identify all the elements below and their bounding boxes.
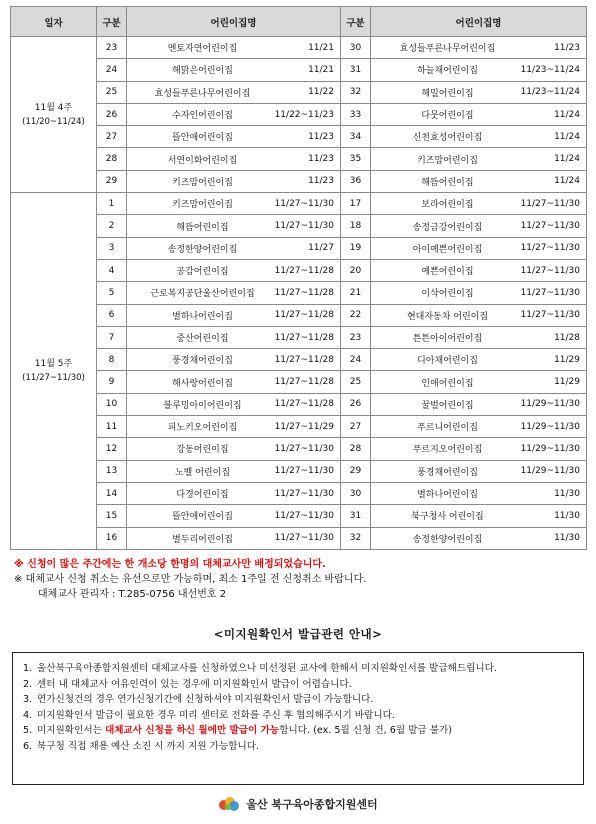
daycare-name: 풍경채어린이집 bbox=[172, 356, 233, 367]
daycare-name: 꿀벌어린이집 bbox=[421, 400, 474, 411]
daycare-date: 11/27 bbox=[308, 243, 334, 254]
daycare-entry bbox=[133, 353, 334, 366]
table-row bbox=[11, 103, 587, 125]
daycare-cell-left bbox=[127, 259, 341, 281]
note-assignment: ※ 신청이 많은 주간에는 한 개소당 한명의 대체교사만 배정되었습니다. bbox=[14, 559, 326, 570]
daycare-entry bbox=[377, 220, 580, 233]
daycare-date: 11/22 bbox=[308, 87, 334, 98]
daycare-name: 멘토자연어린이집 bbox=[167, 44, 238, 55]
note-manager-contact: 대체교사 관리자 : T.285-0756 내선번호 2 bbox=[38, 589, 227, 600]
daycare-name: 키즈맘어린이집 bbox=[172, 200, 233, 211]
daycare-cell-right bbox=[371, 193, 587, 215]
daycare-entry bbox=[133, 509, 334, 522]
table-row bbox=[11, 282, 587, 304]
daycare-entry bbox=[133, 376, 334, 389]
daycare-cell-right bbox=[371, 371, 587, 393]
daycare-name: 근로복지공단울산어린이집 bbox=[150, 289, 255, 300]
daycare-date: 11/27~11/30 bbox=[520, 221, 580, 232]
daycare-cell-left bbox=[127, 416, 341, 438]
row-number-left: 13 bbox=[97, 460, 127, 482]
table-row bbox=[11, 460, 587, 482]
daycare-date: 11/23 bbox=[308, 131, 334, 142]
daycare-date: 11/27~11/30 bbox=[274, 488, 334, 499]
daycare-cell-right bbox=[371, 170, 587, 192]
table-row bbox=[11, 170, 587, 192]
row-number-left: 8 bbox=[97, 349, 127, 371]
table-row bbox=[11, 81, 587, 103]
daycare-date: 11/24 bbox=[554, 176, 580, 187]
daycare-cell-left bbox=[127, 126, 341, 148]
daycare-name: 인애어린이집 bbox=[421, 378, 474, 389]
daycare-cell-left bbox=[127, 282, 341, 304]
daycare-cell-right bbox=[371, 304, 587, 326]
daycare-date: 11/24 bbox=[554, 109, 580, 120]
footer-org-name: 울산 북구육아종합지원센터 bbox=[246, 798, 378, 811]
daycare-date: 11/24 bbox=[554, 154, 580, 165]
daycare-name: 다뭇어린이집 bbox=[421, 111, 474, 122]
row-number-right: 32 bbox=[341, 527, 371, 549]
daycare-entry bbox=[133, 309, 334, 322]
daycare-name: 효성들푸른나무어린이집 bbox=[154, 88, 251, 99]
daycare-name: 하늘채어린이집 bbox=[417, 66, 478, 77]
table-row bbox=[11, 215, 587, 237]
info-text-highlight: 대체교사 신청을 하신 월에만 발급이 가능 bbox=[104, 725, 280, 736]
daycare-cell-right bbox=[371, 282, 587, 304]
daycare-name: 뜰안애어린이집 bbox=[172, 512, 233, 523]
daycare-entry bbox=[133, 532, 334, 545]
info-item bbox=[23, 723, 573, 739]
schedule-table bbox=[10, 6, 587, 550]
daycare-date: 11/27~11/30 bbox=[274, 221, 334, 232]
row-number-right: 22 bbox=[341, 304, 371, 326]
daycare-date: 11/23~11/24 bbox=[520, 87, 580, 98]
daycare-entry bbox=[133, 220, 334, 233]
daycare-entry bbox=[133, 331, 334, 344]
row-number-right: 25 bbox=[341, 371, 371, 393]
daycare-cell-right bbox=[371, 237, 587, 259]
daycare-entry bbox=[133, 264, 334, 277]
row-number-right: 35 bbox=[341, 148, 371, 170]
daycare-name: 별하나어린이집 bbox=[172, 311, 233, 322]
info-item-text: 센터 내 대체교사 여유인력이 있는 경우에 미지원확인서 발급이 어렵습니다. bbox=[37, 678, 352, 690]
daycare-entry bbox=[133, 175, 334, 188]
header-date: 일자 bbox=[11, 7, 97, 37]
daycare-cell-left bbox=[127, 349, 341, 371]
daycare-name: 해밀어린이집 bbox=[421, 88, 474, 99]
daycare-entry bbox=[377, 309, 580, 322]
daycare-cell-left bbox=[127, 326, 341, 348]
daycare-cell-right bbox=[371, 416, 587, 438]
daycare-cell-left bbox=[127, 215, 341, 237]
daycare-entry bbox=[377, 442, 580, 455]
daycare-date: 11/29~11/30 bbox=[520, 399, 580, 410]
row-number-right: 29 bbox=[341, 460, 371, 482]
daycare-name: 공감어린이집 bbox=[176, 267, 229, 278]
daycare-cell-left bbox=[127, 193, 341, 215]
row-number-left: 24 bbox=[97, 59, 127, 81]
daycare-entry bbox=[133, 108, 334, 121]
daycare-name: 별하나어린이집 bbox=[417, 490, 478, 501]
daycare-name: 서연이화어린이집 bbox=[167, 155, 238, 166]
daycare-cell-left bbox=[127, 81, 341, 103]
info-item bbox=[23, 661, 573, 677]
daycare-name: 푸르지오어린이집 bbox=[412, 445, 483, 456]
table-row bbox=[11, 438, 587, 460]
daycare-name: 아이예쁜어린이집 bbox=[412, 244, 483, 255]
daycare-cell-left bbox=[127, 393, 341, 415]
daycare-cell-left bbox=[127, 304, 341, 326]
daycare-date: 11/23 bbox=[308, 176, 334, 187]
daycare-entry bbox=[377, 532, 580, 545]
table-row bbox=[11, 326, 587, 348]
daycare-date: 11/27~11/28 bbox=[274, 399, 334, 410]
section-title: <미지원확인서 발급관련 안내> bbox=[213, 627, 383, 641]
daycare-name: 풍경채어린이집 bbox=[417, 467, 478, 478]
daycare-date: 11/24 bbox=[554, 131, 580, 142]
daycare-cell-left bbox=[127, 460, 341, 482]
table-row bbox=[11, 37, 587, 59]
footer bbox=[0, 795, 596, 813]
info-item bbox=[23, 708, 573, 724]
info-item-number: 1. bbox=[23, 663, 33, 674]
row-number-right: 18 bbox=[341, 215, 371, 237]
daycare-name: 송정한양어린이집 bbox=[412, 534, 483, 545]
period-cell-week5 bbox=[11, 193, 97, 550]
info-item-text bbox=[37, 723, 573, 739]
daycare-cell-right bbox=[371, 349, 587, 371]
daycare-date: 11/27~11/28 bbox=[274, 310, 334, 321]
info-text-post: 합니다. (ex. 5월 신청 건, 6월 발급 불가) bbox=[279, 725, 452, 736]
row-number-left: 10 bbox=[97, 393, 127, 415]
row-number-right: 33 bbox=[341, 103, 371, 125]
daycare-entry bbox=[377, 197, 580, 210]
daycare-date: 11/29 bbox=[554, 377, 580, 388]
note-cancel: ※ 대체교사 신청 취소는 유선으로만 가능하며, 최소 1주일 전 신청취소 바랍니다. bbox=[14, 574, 367, 585]
daycare-entry bbox=[377, 153, 580, 166]
daycare-entry bbox=[377, 175, 580, 188]
daycare-name: 해뜸어린이집 bbox=[176, 222, 229, 233]
daycare-date: 11/21 bbox=[308, 64, 334, 75]
daycare-name: 이삭어린이집 bbox=[421, 289, 474, 300]
daycare-date: 11/23~11/24 bbox=[520, 64, 580, 75]
daycare-date: 11/28 bbox=[554, 332, 580, 343]
table-row bbox=[11, 393, 587, 415]
row-number-left: 6 bbox=[97, 304, 127, 326]
daycare-cell-left bbox=[127, 170, 341, 192]
daycare-date: 11/27~11/30 bbox=[274, 533, 334, 544]
row-number-right: 30 bbox=[341, 482, 371, 504]
daycare-cell-right bbox=[371, 438, 587, 460]
row-number-right: 34 bbox=[341, 126, 371, 148]
daycare-entry bbox=[377, 487, 580, 500]
row-number-left: 15 bbox=[97, 505, 127, 527]
daycare-date: 11/21 bbox=[308, 42, 334, 53]
daycare-name: 디아채어린이집 bbox=[417, 356, 478, 367]
daycare-date: 11/30 bbox=[554, 533, 580, 544]
daycare-name: 튼튼아이어린이집 bbox=[412, 334, 483, 344]
daycare-cell-right bbox=[371, 326, 587, 348]
header-type-right: 구분 bbox=[341, 7, 371, 37]
row-number-right: 24 bbox=[341, 349, 371, 371]
table-row bbox=[11, 482, 587, 504]
daycare-cell-left bbox=[127, 237, 341, 259]
daycare-entry bbox=[377, 398, 580, 411]
row-number-right: 31 bbox=[341, 59, 371, 81]
period-range: (11/27~11/30) bbox=[22, 372, 85, 383]
daycare-entry bbox=[377, 509, 580, 522]
daycare-date: 11/27~11/28 bbox=[274, 265, 334, 276]
table-row bbox=[11, 371, 587, 393]
row-number-right: 26 bbox=[341, 393, 371, 415]
table-row bbox=[11, 126, 587, 148]
daycare-name: 다경어린이집 bbox=[176, 490, 229, 501]
daycare-name: 수자인어린이집 bbox=[172, 111, 233, 122]
row-number-right: 32 bbox=[341, 81, 371, 103]
daycare-name: 해사랑어린이집 bbox=[172, 378, 233, 389]
daycare-entry bbox=[133, 398, 334, 411]
daycare-entry bbox=[377, 63, 580, 76]
daycare-name: 노벨 어린이집 bbox=[174, 467, 231, 478]
daycare-name: 해뜸어린이집 bbox=[421, 177, 474, 188]
info-list bbox=[23, 661, 573, 754]
daycare-name: 효성들푸른나무어린이집 bbox=[399, 44, 496, 55]
table-row bbox=[11, 505, 587, 527]
period-label: 11월 5주 bbox=[34, 358, 73, 369]
table-header-row bbox=[11, 7, 587, 37]
info-item-text: 북구청 직접 채용 예산 소진 시 까지 지원 가능합니다. bbox=[37, 740, 260, 752]
info-item-number: 6. bbox=[23, 740, 33, 752]
daycare-date: 11/27~11/30 bbox=[274, 198, 334, 209]
header-type-left: 구분 bbox=[97, 7, 127, 37]
table-row bbox=[11, 304, 587, 326]
daycare-date: 11/27~11/30 bbox=[274, 466, 334, 477]
daycare-cell-right bbox=[371, 215, 587, 237]
daycare-entry bbox=[133, 153, 334, 166]
info-item bbox=[23, 677, 573, 693]
daycare-date: 11/27~11/28 bbox=[274, 354, 334, 365]
row-number-left: 16 bbox=[97, 527, 127, 549]
daycare-entry bbox=[377, 286, 580, 299]
row-number-right: 30 bbox=[341, 37, 371, 59]
info-box bbox=[12, 652, 584, 785]
period-label: 11월 4주 bbox=[34, 102, 73, 113]
daycare-cell-right bbox=[371, 393, 587, 415]
table-row bbox=[11, 59, 587, 81]
daycare-name: 신천효성어린이집 bbox=[412, 133, 483, 144]
row-number-right: 23 bbox=[341, 326, 371, 348]
daycare-name: 별두리어린이집 bbox=[172, 534, 233, 545]
daycare-entry bbox=[377, 86, 580, 99]
daycare-name: 현대자동차 어린이집 bbox=[406, 311, 489, 322]
daycare-date: 11/23 bbox=[308, 154, 334, 165]
info-item-number: 4. bbox=[23, 709, 33, 721]
row-number-right: 20 bbox=[341, 259, 371, 281]
row-number-left: 29 bbox=[97, 170, 127, 192]
row-number-right: 19 bbox=[341, 237, 371, 259]
daycare-date: 11/27~11/28 bbox=[274, 377, 334, 388]
daycare-cell-right bbox=[371, 527, 587, 549]
daycare-cell-left bbox=[127, 527, 341, 549]
daycare-date: 11/30 bbox=[554, 488, 580, 499]
daycare-entry bbox=[377, 420, 580, 433]
daycare-cell-right bbox=[371, 259, 587, 281]
row-number-left: 2 bbox=[97, 215, 127, 237]
row-number-left: 23 bbox=[97, 37, 127, 59]
daycare-date: 11/29~11/30 bbox=[520, 466, 580, 477]
daycare-cell-right bbox=[371, 103, 587, 125]
daycare-entry bbox=[377, 41, 580, 54]
row-number-left: 14 bbox=[97, 482, 127, 504]
info-item-number: 5. bbox=[23, 725, 33, 736]
daycare-name: 강동어린이집 bbox=[176, 445, 229, 456]
info-item bbox=[23, 739, 573, 755]
daycare-entry bbox=[133, 286, 334, 299]
daycare-name: 푸르니어린이집 bbox=[417, 423, 478, 434]
row-number-right: 27 bbox=[341, 416, 371, 438]
table-row bbox=[11, 349, 587, 371]
info-item-text: 미지원확인서 발급이 필요한 경우 미리 센터로 전화를 주신 후 협의해주시기 바랍니다. bbox=[37, 709, 395, 721]
daycare-entry bbox=[133, 197, 334, 210]
daycare-name: 보라어린이집 bbox=[421, 200, 474, 211]
row-number-left: 11 bbox=[97, 416, 127, 438]
daycare-entry bbox=[377, 331, 580, 344]
row-number-right: 28 bbox=[341, 438, 371, 460]
daycare-cell-right bbox=[371, 148, 587, 170]
daycare-date: 11/22~11/23 bbox=[274, 109, 334, 120]
daycare-date: 11/27~11/30 bbox=[274, 443, 334, 454]
period-cell-week4 bbox=[11, 37, 97, 193]
daycare-name: 피노키오어린이집 bbox=[167, 423, 238, 434]
daycare-cell-right bbox=[371, 482, 587, 504]
daycare-cell-left bbox=[127, 371, 341, 393]
daycare-date: 11/27~11/28 bbox=[274, 287, 334, 298]
daycare-cell-left bbox=[127, 103, 341, 125]
daycare-entry bbox=[133, 242, 334, 255]
daycare-date: 11/29 bbox=[554, 354, 580, 365]
daycare-entry bbox=[377, 130, 580, 143]
daycare-entry bbox=[133, 63, 334, 76]
daycare-entry bbox=[377, 353, 580, 366]
table-row bbox=[11, 193, 587, 215]
notes bbox=[14, 557, 366, 602]
info-text-pre: 미지원확인서는 bbox=[37, 725, 105, 736]
row-number-left: 25 bbox=[97, 81, 127, 103]
daycare-cell-right bbox=[371, 59, 587, 81]
daycare-name: 예쁜어린이집 bbox=[421, 267, 474, 278]
header-name-left: 어린이집명 bbox=[127, 7, 341, 37]
daycare-date: 11/30 bbox=[554, 510, 580, 521]
daycare-name: 키즈맘어린이집 bbox=[417, 155, 478, 166]
daycare-date: 11/27~11/30 bbox=[520, 198, 580, 209]
daycare-entry bbox=[133, 130, 334, 143]
daycare-cell-right bbox=[371, 37, 587, 59]
row-number-left: 1 bbox=[97, 193, 127, 215]
row-number-right: 17 bbox=[341, 193, 371, 215]
table-row bbox=[11, 527, 587, 549]
daycare-entry bbox=[133, 41, 334, 54]
center-logo-icon bbox=[218, 795, 240, 813]
daycare-entry bbox=[377, 376, 580, 389]
daycare-date: 11/27~11/30 bbox=[520, 287, 580, 298]
info-item-text: 울산북구육아종합지원센터 대체교사를 신청하였으나 미선정된 교사에 한해서 미지원확인서를 발급해드립니다. bbox=[37, 663, 497, 674]
row-number-left: 7 bbox=[97, 326, 127, 348]
daycare-entry bbox=[377, 264, 580, 277]
daycare-cell-right bbox=[371, 460, 587, 482]
daycare-date: 11/29~11/30 bbox=[520, 421, 580, 432]
daycare-cell-right bbox=[371, 126, 587, 148]
info-item-number: 3. bbox=[23, 694, 33, 705]
row-number-left: 3 bbox=[97, 237, 127, 259]
daycare-date: 11/27~11/30 bbox=[520, 310, 580, 321]
daycare-date: 11/27~11/29 bbox=[274, 421, 334, 432]
row-number-left: 28 bbox=[97, 148, 127, 170]
daycare-entry bbox=[133, 487, 334, 500]
row-number-right: 31 bbox=[341, 505, 371, 527]
table-row bbox=[11, 259, 587, 281]
table-row bbox=[11, 148, 587, 170]
row-number-right: 21 bbox=[341, 282, 371, 304]
daycare-entry bbox=[133, 86, 334, 99]
daycare-cell-right bbox=[371, 505, 587, 527]
row-number-left: 5 bbox=[97, 282, 127, 304]
row-number-left: 9 bbox=[97, 371, 127, 393]
table-row bbox=[11, 237, 587, 259]
daycare-name: 해맑은어린이집 bbox=[172, 66, 233, 77]
daycare-date: 11/27~11/30 bbox=[520, 265, 580, 276]
info-item-number: 2. bbox=[23, 678, 33, 690]
daycare-cell-right bbox=[371, 81, 587, 103]
daycare-name: 송정금강어린이집 bbox=[412, 222, 483, 233]
period-range: (11/20~11/24) bbox=[22, 116, 85, 127]
daycare-entry bbox=[133, 465, 334, 478]
row-number-right: 36 bbox=[341, 170, 371, 192]
row-number-left: 4 bbox=[97, 259, 127, 281]
daycare-cell-left bbox=[127, 482, 341, 504]
row-number-left: 26 bbox=[97, 103, 127, 125]
daycare-cell-left bbox=[127, 505, 341, 527]
daycare-date: 11/23 bbox=[554, 42, 580, 53]
daycare-name: 중산어린이집 bbox=[176, 334, 229, 344]
daycare-name: 블루밍아이어린이집 bbox=[163, 400, 242, 411]
daycare-date: 11/29~11/30 bbox=[520, 443, 580, 454]
daycare-entry bbox=[133, 442, 334, 455]
info-item-text: 연가신청건의 경우 연가신청기간에 신청하셔야 미지원확인서 발급이 가능합니다. bbox=[37, 694, 374, 705]
row-number-left: 12 bbox=[97, 438, 127, 460]
row-number-left: 27 bbox=[97, 126, 127, 148]
daycare-name: 뜰안애어린이집 bbox=[172, 133, 233, 144]
daycare-entry bbox=[377, 108, 580, 121]
daycare-cell-left bbox=[127, 438, 341, 460]
daycare-date: 11/27~11/30 bbox=[520, 243, 580, 254]
header-name-right: 어린이집명 bbox=[371, 7, 587, 37]
daycare-name: 송정한양어린이집 bbox=[167, 244, 238, 255]
daycare-cell-left bbox=[127, 148, 341, 170]
daycare-entry bbox=[377, 465, 580, 478]
daycare-cell-left bbox=[127, 37, 341, 59]
daycare-name: 키즈맘어린이집 bbox=[172, 177, 233, 188]
daycare-cell-left bbox=[127, 59, 341, 81]
daycare-entry bbox=[133, 420, 334, 433]
info-item bbox=[23, 692, 573, 708]
daycare-date: 11/27~11/30 bbox=[274, 510, 334, 521]
daycare-entry bbox=[377, 242, 580, 255]
daycare-date: 11/27~11/28 bbox=[274, 332, 334, 343]
daycare-name: 북구청사 어린이집 bbox=[411, 512, 484, 523]
table-row bbox=[11, 416, 587, 438]
